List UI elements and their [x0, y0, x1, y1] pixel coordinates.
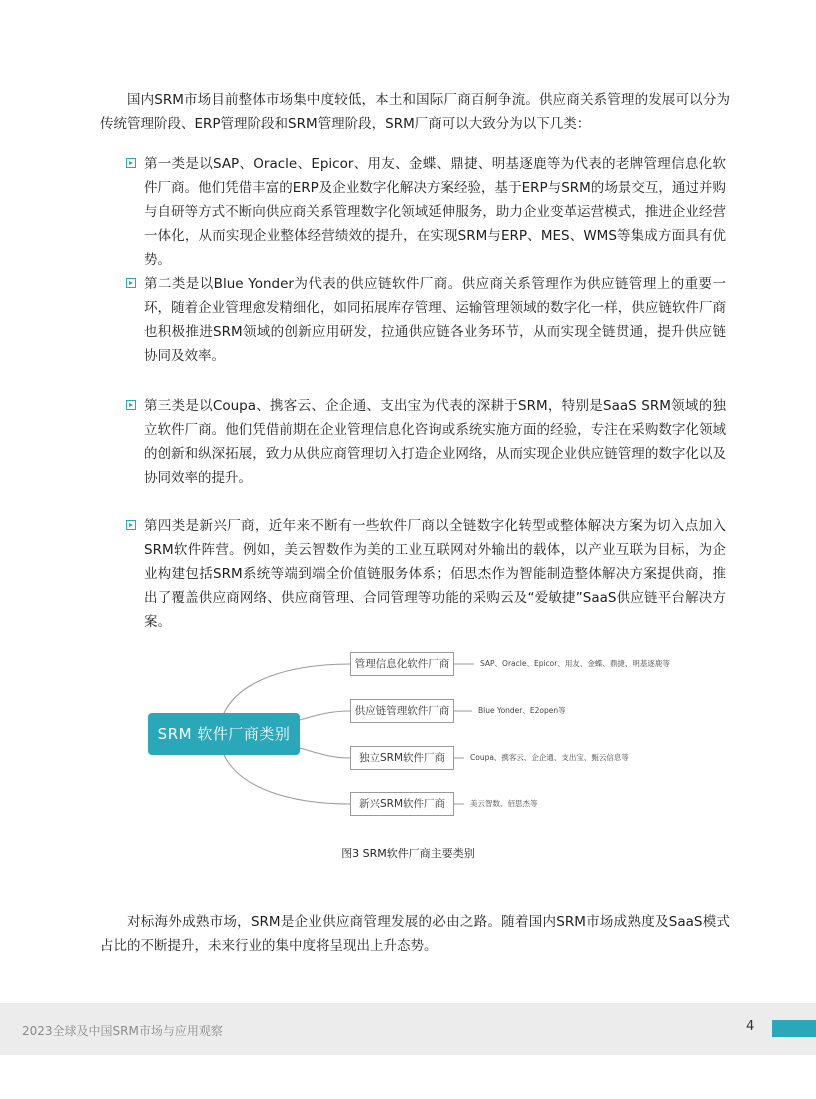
mindmap-branch-node: 独立SRM软件厂商 [350, 746, 454, 770]
bullet-text: 第一类是以SAP、Oracle、Epicor、用友、金蝶、鼎捷、明基逐鹿等为代表的老牌管理信息化软件厂商。他们凭借丰富的ERP及企业数字化解决方案经验，基于ERP与SRM的场景交互，通过并购与自研等方式不断向供应商关系管理数字化领域延伸服务，助力企业变革运营模式，推进企业经营一体化，从而实现企业整体经营绩效的提升，在实现SRM与ERP、MES、WMS等集成方面具有优势。 [144, 156, 726, 268]
intro-paragraph: 国内SRM市场目前整体市场集中度较低，本土和国际厂商百舸争流。供应商关系管理的发展可以分为传统管理阶段、ERP管理阶段和SRM管理阶段，SRM厂商可以大致分为以下几类： [100, 92, 730, 132]
bullet-arrow-icon [126, 278, 136, 288]
connector-branch-2 [300, 748, 350, 758]
bullet-item-first-category [126, 152, 726, 272]
mindmap-center-node: SRM 软件厂商类别 [148, 713, 300, 755]
connector-branch-3 [224, 755, 350, 804]
bullet-item-fourth-category [126, 514, 726, 634]
bullet-text: 第三类是以Coupa、携客云、企企通、支出宝为代表的深耕于SRM，特别是SaaS SRM领域的独立软件厂商。他们凭借前期在企业管理信息化咨询或系统实施方面的经验，专注在采购数字化领域的创新和纵深拓展，致力从供应商管理切入打造企业网络，从而实现企业供应链管理的数字化以及协同效率的提升。 [144, 398, 726, 486]
bullet-arrow-icon [126, 400, 136, 410]
mindmap-leaf-text: Blue Yonder、E2open等 [478, 706, 566, 715]
footer-report-title: 2023全球及中国SRM市场与应用观察 [22, 1024, 223, 1038]
bullet-item-second-category [126, 272, 726, 368]
figure-caption: 图3 SRM软件厂商主要类别 [341, 847, 475, 860]
srm-vendor-category-mindmap [140, 640, 700, 830]
page-footer [0, 1003, 816, 1055]
mindmap-branch-node: 管理信息化软件厂商 [350, 652, 454, 676]
mindmap-branch-node: 新兴SRM软件厂商 [350, 792, 454, 816]
page-number: 4 [746, 1019, 755, 1034]
mindmap-leaf-text: SAP、Oracle、Epicor、用友、金蝶、鼎捷、明基逐鹿等 [480, 659, 670, 668]
mindmap-leaf-text: Coupa、携客云、企企通、支出宝、甄云信息等 [470, 753, 629, 762]
mindmap-leaf-text: 美云智数、佰思杰等 [470, 799, 538, 808]
bullet-item-third-category [126, 394, 726, 490]
mindmap-branch-node: 供应链管理软件厂商 [350, 699, 454, 723]
bullet-arrow-icon [126, 520, 136, 530]
closing-paragraph: 对标海外成熟市场，SRM是企业供应商管理发展的必由之路。随着国内SRM市场成熟度及SaaS模式占比的不断提升，未来行业的集中度将呈现出上升态势。 [100, 914, 730, 954]
bullet-text: 第四类是新兴厂商，近年来不断有一些软件厂商以全链数字化转型或整体解决方案为切入点加入SRM软件阵营。例如，美云智数作为美的工业互联网对外输出的载体，以产业互联为目标，为企业构建包括SRM系统等端到端全价值链服务体系；佰思杰作为智能制造整体解决方案提供商，推出了覆盖供应商网络、供应商管理、合同管理等功能的采购云及“爱敏捷”SaaS供应链平台解决方案。 [144, 518, 726, 630]
bullet-text: 第二类是以Blue Yonder为代表的供应链软件厂商。供应商关系管理作为供应链管理上的重要一环，随着企业管理愈发精细化，如同拓展库存管理、运输管理领域的数字化一样，供应链软件厂商也积极推进SRM领域的创新应用研发，拉通供应链各业务环节，从而实现全链贯通，提升供应链协同及效率。 [144, 276, 726, 364]
connector-branch-0 [224, 664, 350, 713]
bullet-arrow-icon [126, 158, 136, 168]
footer-accent-bar [772, 1020, 816, 1037]
connector-branch-1 [300, 711, 350, 720]
